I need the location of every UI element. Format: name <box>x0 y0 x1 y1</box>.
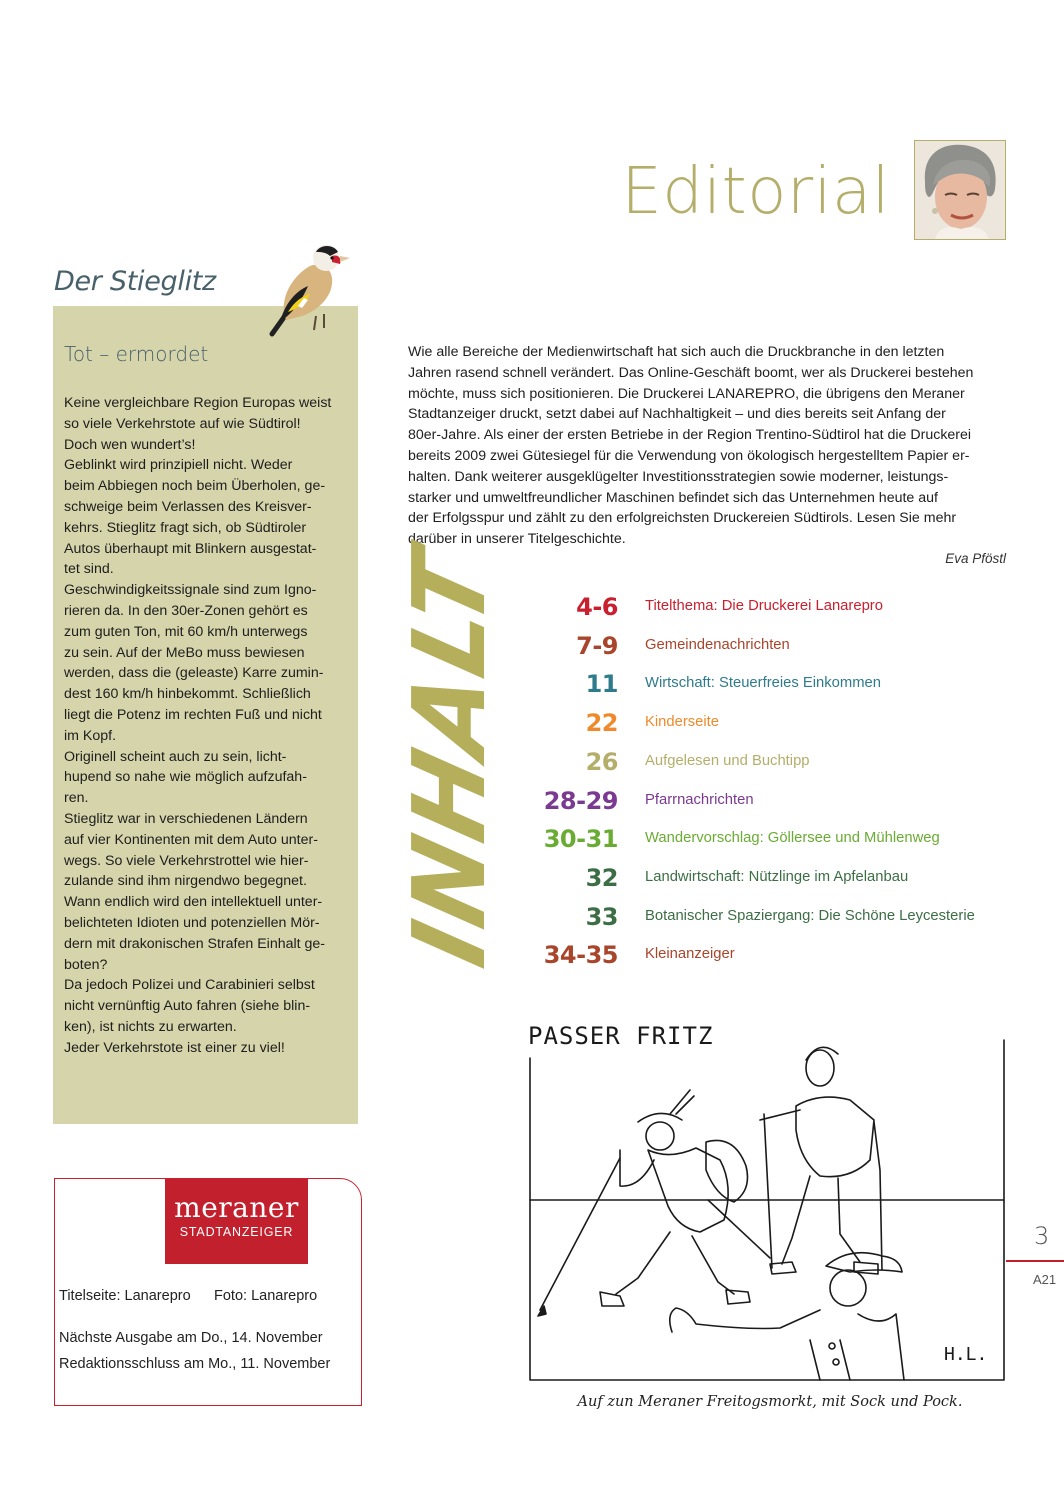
editorial-body-line: bereits 2009 zwei Gütesiegel für die Verwendung von ökologisch hergestelltem Papier er- <box>408 447 970 464</box>
stieglitz-body-line: beim Abbiegen noch beim Überholen, ge- <box>64 478 326 495</box>
toc-page-range: 32 <box>585 863 618 892</box>
stieglitz-body-line: boten? <box>64 956 108 973</box>
toc-title: Kinderseite <box>645 714 720 731</box>
author-portrait-photo <box>914 140 1006 240</box>
stieglitz-body-line: so viele Verkehrstote auf wie Südtirol! <box>64 415 301 432</box>
meraner-stadtanzeiger-logo <box>165 1179 308 1264</box>
page-code: A21 <box>1033 1272 1057 1287</box>
stieglitz-body-line: kehrs. Stieglitz fragt sich, ob Südtiroler <box>64 519 307 536</box>
stieglitz-body-line: wegs. So viele Verkehrstrottel wie hier- <box>64 852 309 869</box>
editorial-body-line: der Erfolgsspur und zählt zu den erfolgreichsten Druckereien Südtirols. Lesen Sie mehr <box>408 510 957 527</box>
editorial-body-line: Stadtanzeiger druckt, setzt dabei auf Nachhaltigkeit – und dies bereits seit Anfang der <box>408 406 946 423</box>
toc-title: Pfarrnachrichten <box>645 791 754 808</box>
stieglitz-body-line: dest 160 km/h hinbekommt. Schließlich <box>64 686 311 703</box>
editorial-body-line: darüber in unserer Titelgeschichte. <box>408 531 626 548</box>
stieglitz-body-line: Originell scheint auch zu sein, licht- <box>64 748 287 765</box>
stieglitz-body-line: Doch wen wundert’s! <box>64 436 196 453</box>
toc-item <box>500 592 1020 622</box>
goldfinch-bird-icon <box>258 236 350 338</box>
editorial-body-line: Wie alle Bereiche der Medienwirtschaft hat sich auch die Druckbranche in den letzten <box>408 344 945 360</box>
toc-item <box>500 747 1020 777</box>
editorial-title: Editorial <box>621 155 890 229</box>
cartoon-title: PASSER FRITZ <box>528 1022 714 1050</box>
stieglitz-body-line: dern mit drakonischen Strafen Einhalt ge- <box>64 935 326 952</box>
cover-credit: Titelseite: Lanarepro <box>59 1288 191 1304</box>
editorial-body-text <box>408 342 1008 550</box>
stieglitz-body-line: rieren da. In den 30er-Zonen gehört es <box>64 602 308 619</box>
stieglitz-body-line: hupend so nahe wie möglich aufzufah- <box>64 769 307 786</box>
editorial-deadline: Redaktionsschluss am Mo., 11. November <box>59 1356 331 1372</box>
toc-item <box>500 669 1020 699</box>
toc-page-range: 4-6 <box>576 593 618 621</box>
editorial-body-line: halten. Dank weiterer ausgeklügelter Investitionsstrategien sowie moderner, leistungs- <box>408 468 949 485</box>
editorial-body-line: möchte, muss sich positionieren. Die Druckerei LANAREPRO, die übrigens den Meraner <box>408 385 965 402</box>
page-number: 3 <box>1034 1222 1050 1250</box>
brand-subtitle: STADTANZEIGER <box>179 1225 294 1239</box>
stieglitz-body-line: nicht vernünftig Auto fahren (siehe blin- <box>64 998 311 1015</box>
stieglitz-body-line: Jeder Verkehrstote ist einer zu viel! <box>64 1039 285 1056</box>
toc-page-range: 11 <box>585 670 618 699</box>
toc-title: Gemeindenachrichten <box>645 636 790 653</box>
stieglitz-body-line: Da jedoch Polizei und Carabinieri selbst <box>64 977 315 994</box>
inhalt-label: INHALT <box>391 538 508 977</box>
toc-title: Botanischer Spaziergang: Die Schöne Leycesterie <box>645 907 975 924</box>
toc-page-range: 26 <box>585 747 618 776</box>
brand-name: meraner <box>174 1191 299 1224</box>
stieglitz-body-line: tet sind. <box>64 561 114 578</box>
toc-page-range: 22 <box>585 709 618 738</box>
toc-item <box>500 786 1020 816</box>
toc-title: Landwirtschaft: Nützlinge im Apfelanbau <box>645 868 909 885</box>
toc-page-range: 30-31 <box>543 825 618 854</box>
toc-title: Titelthema: Die Druckerei Lanarepro <box>645 598 883 614</box>
stieglitz-body-line: zum guten Ton, mit 60 km/h unterwegs <box>64 623 308 640</box>
toc-item <box>500 708 1020 738</box>
stieglitz-body-line: ren. <box>64 790 89 807</box>
stieglitz-body-line: Geblinkt wird prinzipiell nicht. Weder <box>64 457 293 474</box>
stieglitz-body-line: ken), ist nichts zu erwarten. <box>64 1018 237 1035</box>
cartoon-signature: H.L. <box>944 1344 988 1365</box>
stieglitz-body-line: Stieglitz war in verschiedenen Ländern <box>64 810 308 827</box>
cartoon-caption: Auf zun Meraner Freitogsmorkt, mit Sock und Pock. <box>577 1394 963 1410</box>
stieglitz-body-line: belichteten Idioten und potenziellen Mör- <box>64 914 320 931</box>
toc-page-range: 28-29 <box>543 786 618 815</box>
stieglitz-subheading: Tot – ermordet <box>64 342 209 366</box>
editorial-body-line: 80er-Jahre. Als einer der ersten Betriebe in der Region Trentino-Südtirol hat die Druckerei <box>408 427 972 444</box>
editorial-body-line: starker und umweltfreundlicher Maschinen befindet sich das Unternehmen heute auf <box>408 489 938 506</box>
stieglitz-body-line: Keine vergleichbare Region Europas weist <box>64 395 332 411</box>
toc-item <box>500 824 1020 854</box>
stieglitz-body-line: auf vier Kontinenten mit dem Auto unter- <box>64 831 318 848</box>
stieglitz-heading: Der Stieglitz <box>54 266 216 297</box>
stieglitz-body-line: zulande sind ihm nirgendwo begegnet. <box>64 873 307 890</box>
stieglitz-body-line: werden, dass die (geleaste) Karre zumin- <box>64 665 324 682</box>
toc-title: Kleinanzeiger <box>645 946 735 963</box>
stieglitz-body-line: schweige beim Verlassen des Kreisver- <box>64 498 312 515</box>
editorial-body-line: Jahren rasend schnell verändert. Das Online-Geschäft boomt, wer als Druckerei bestehen <box>408 364 974 381</box>
toc-item <box>500 631 1020 661</box>
next-issue-date: Nächste Ausgabe am Do., 14. November <box>59 1330 323 1346</box>
stieglitz-body-line: im Kopf. <box>64 727 117 744</box>
stieglitz-body-line: liegt die Potenz im rechten Fuß und nicht <box>64 706 322 723</box>
toc-page-range: 7-9 <box>576 631 618 660</box>
passer-fritz-cartoon <box>520 1010 1020 1394</box>
stieglitz-body-line: Wann endlich wird den intellektuell unter- <box>64 894 323 911</box>
toc-title: Aufgelesen und Buchtipp <box>645 752 810 769</box>
photo-credit: Foto: Lanarepro <box>214 1288 318 1304</box>
stieglitz-body-text <box>64 393 349 1059</box>
toc-page-range: 34-35 <box>543 941 618 970</box>
toc-page-range: 33 <box>585 902 618 931</box>
stieglitz-body-line: Autos überhaupt mit Blinkern ausgestat- <box>64 540 317 557</box>
toc-item <box>500 940 1020 970</box>
stieglitz-body-line: zu sein. Auf der MeBo muss bewiesen <box>64 644 305 661</box>
toc-title: Wandervorschlag: Göllersee und Mühlenweg <box>645 830 940 847</box>
toc-item <box>500 902 1020 932</box>
toc-item <box>500 863 1020 893</box>
stieglitz-body-line: Geschwindigkeitssignale sind zum Igno- <box>64 582 317 599</box>
editorial-author: Eva Pföstl <box>945 551 1006 566</box>
toc-title: Wirtschaft: Steuerfreies Einkommen <box>645 675 882 692</box>
